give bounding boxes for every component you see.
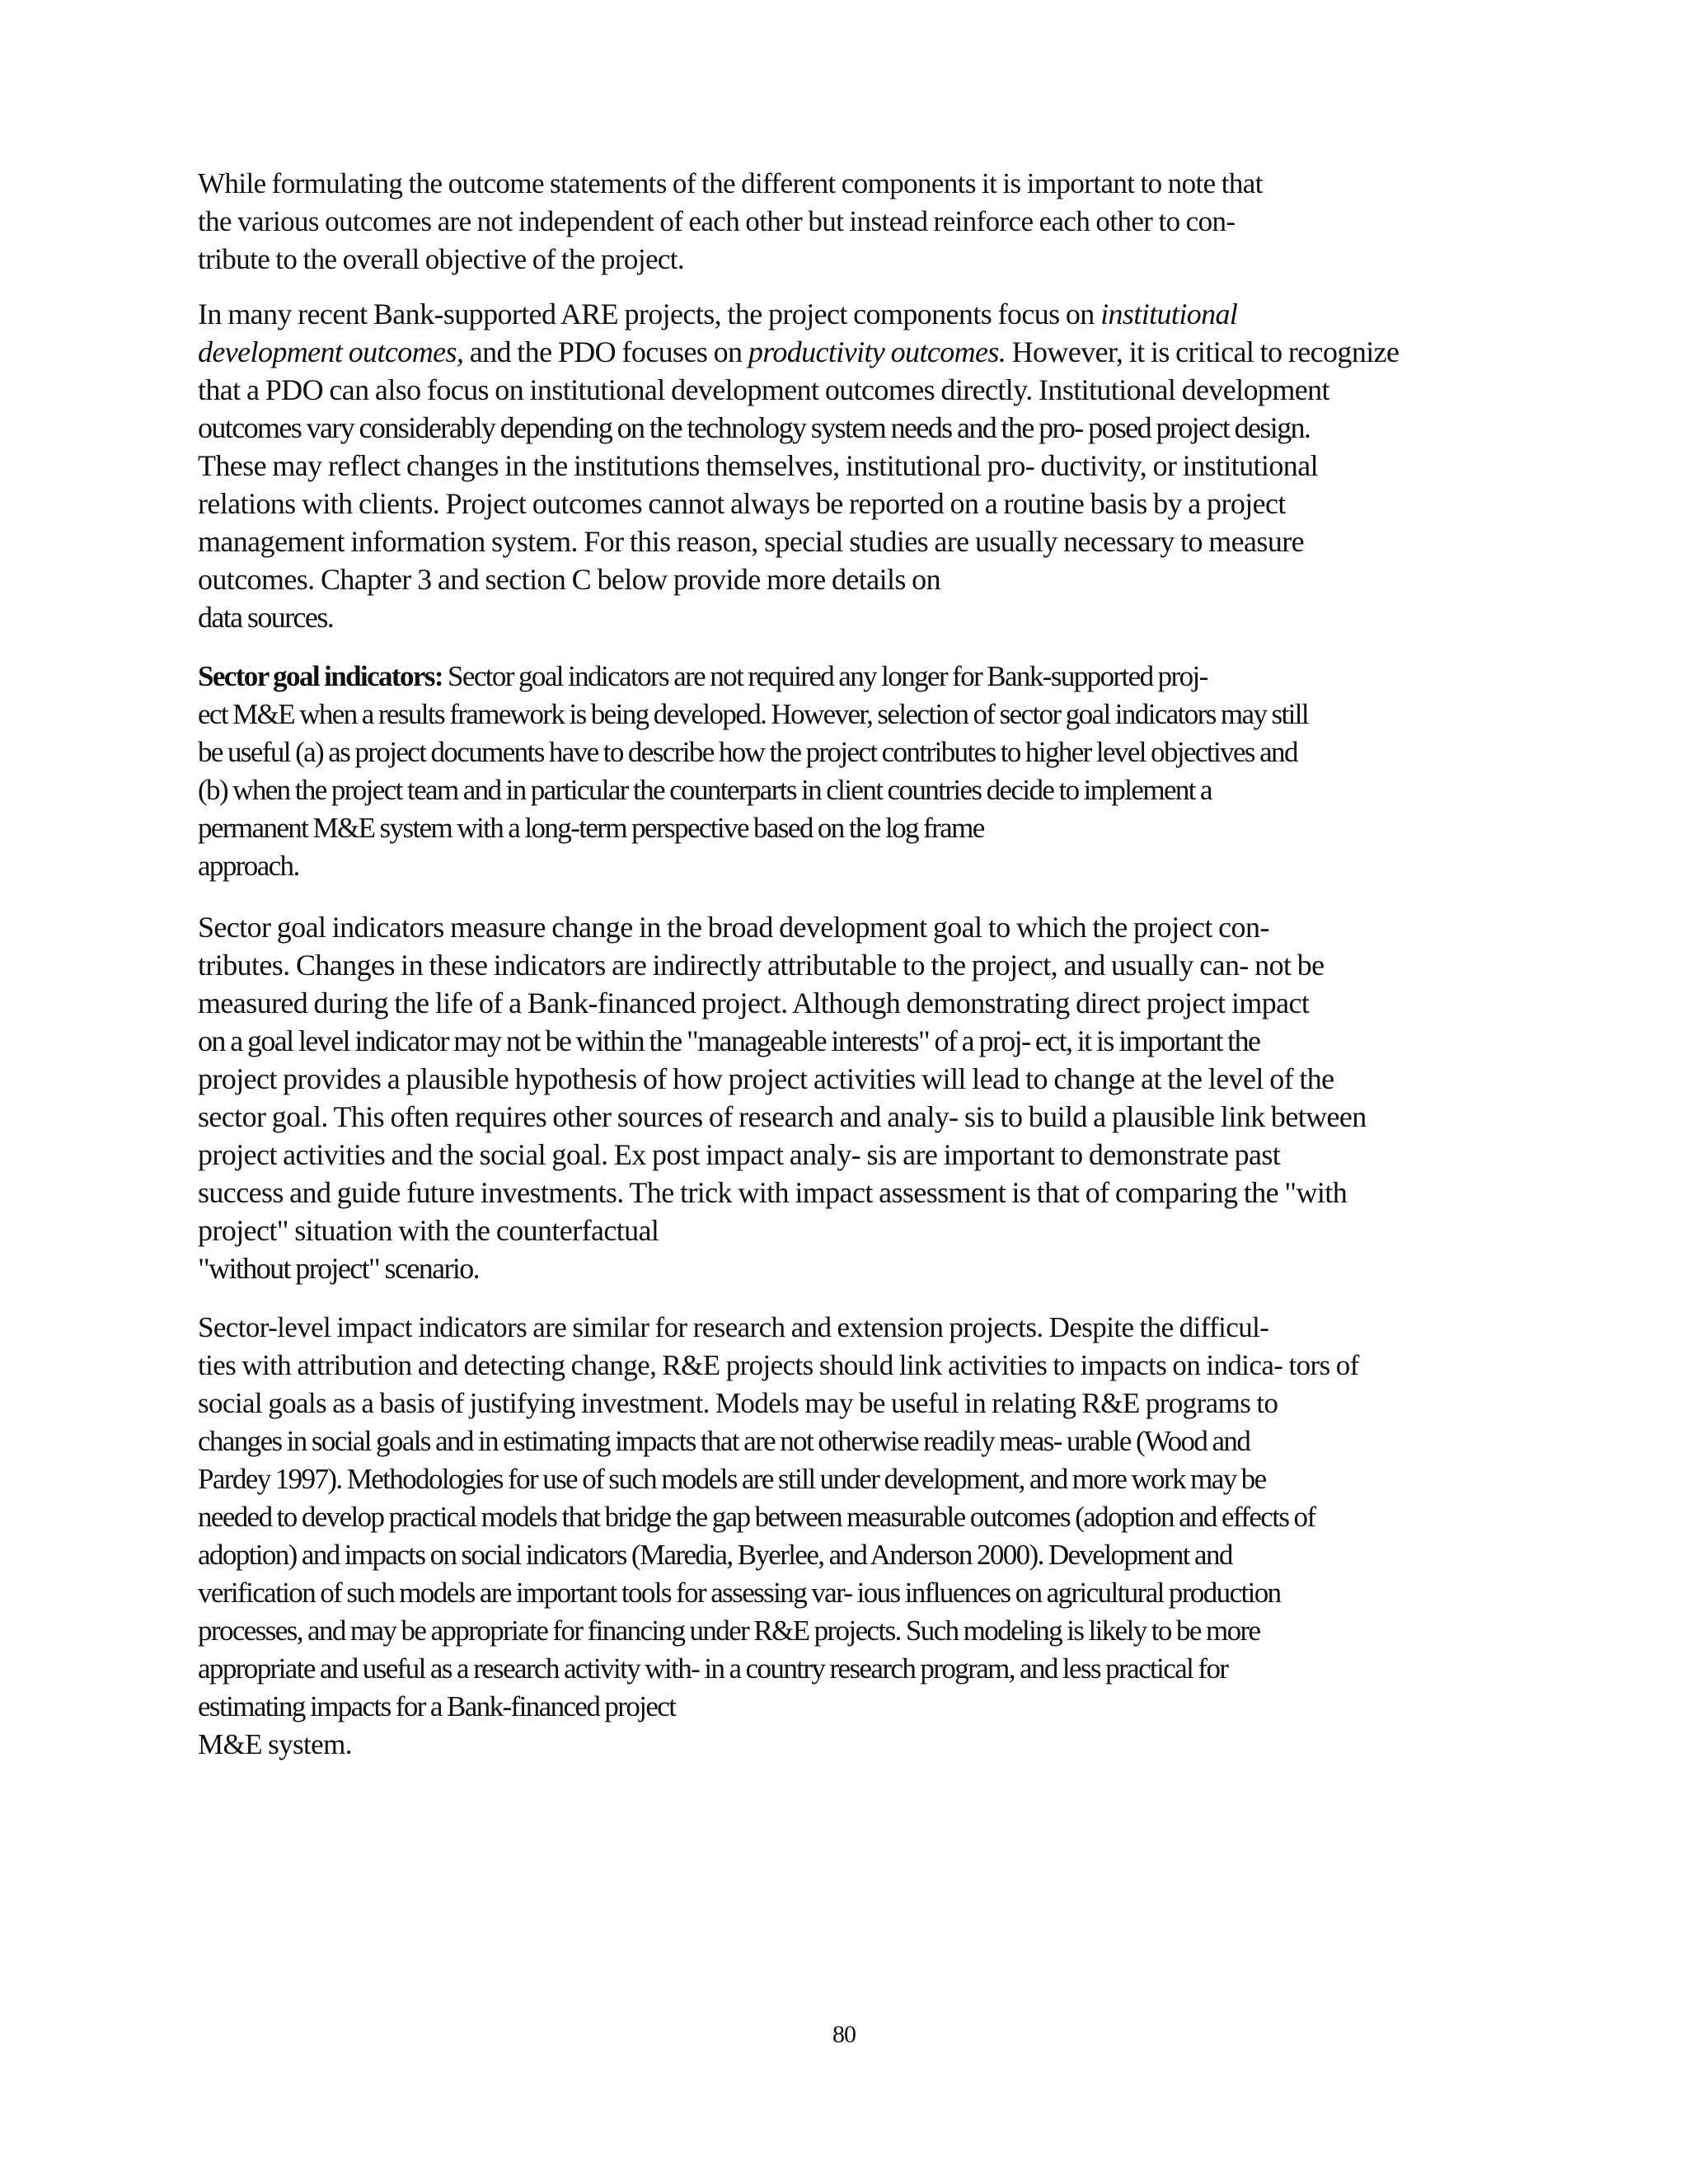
text-line: be useful (a) as project documents have to describe how the project contributes to higher level objectives and xyxy=(198,736,1297,768)
text-line: project" situation with the counterfactual xyxy=(198,1214,659,1247)
text-line: management information system. For this reason, special studies are usually necessary to measure xyxy=(198,525,1305,558)
text-line: the various outcomes are not independent of each other but instead reinforce each other to con- xyxy=(198,205,1236,237)
paragraph-outcome-statements xyxy=(198,165,1500,279)
text-line: estimating impacts for a Bank-financed project xyxy=(198,1690,676,1722)
italic-term: productivity outcomes. xyxy=(748,335,1006,368)
text-line: relations with clients. Project outcomes cannot always be reported on a routine basis by a project xyxy=(198,487,1286,520)
text-line: project provides a plausible hypothesis of how project activities will lead to change at the level of the xyxy=(198,1062,1334,1095)
text-line: ties with attribution and detecting change, R&E projects should link activities to impacts on indica- tors of xyxy=(198,1349,1359,1381)
text-line: outcomes vary considerably depending on the technology system needs and the pro- posed project design. xyxy=(198,411,1311,444)
italic-term: institutional xyxy=(1100,298,1238,330)
text-line: approach. xyxy=(198,850,299,882)
text-line: Sector-level impact indicators are similar for research and extension projects. Despite the difficul- xyxy=(198,1311,1269,1343)
text-run: In many recent Bank-supported ARE projects, the project components focus on xyxy=(198,298,1101,330)
text-line: verification of such models are important tools for assessing var- ious influences on agricultural production xyxy=(198,1577,1281,1609)
text-line: tribute to the overall objective of the project. xyxy=(198,243,685,275)
text-line: While formulating the outcome statements of the different components it is important to note that xyxy=(198,167,1263,199)
text-line: Pardey 1997). Methodologies for use of such models are still under development, and more work may be xyxy=(198,1463,1266,1495)
bold-heading: Sector goal indicators: xyxy=(198,660,443,692)
paragraph-sector-goal-change xyxy=(198,908,1500,1287)
text-line: changes in social goals and in estimating impacts that are not otherwise readily meas- urable (Wood and xyxy=(198,1425,1250,1457)
text-line xyxy=(198,333,1500,371)
text-run: Sector goal indicators are not required any longer for Bank-supported proj- xyxy=(442,660,1207,692)
text-line: success and guide future investments. The trick with impact assessment is that of comparing the "with xyxy=(198,1176,1348,1209)
text-line: social goals as a basis of justifying investment. Models may be useful in relating R&E programs to xyxy=(198,1387,1278,1419)
text-line: These may reflect changes in the institutions themselves, institutional pro- ductivity, or institutional xyxy=(198,449,1318,482)
text-line: adoption) and impacts on social indicators (Maredia, Byerlee, and Anderson 2000). Development and xyxy=(198,1539,1232,1571)
text-line: "without project" scenario. xyxy=(198,1252,480,1285)
text-line: (b) when the project team and in particular the counterparts in client countries decide to implement a xyxy=(198,774,1212,806)
text-line: sector goal. This often requires other sources of research and analy- sis to build a plausible link between xyxy=(198,1100,1367,1133)
text-line: ect M&E when a results framework is being developed. However, selection of sector goal indicators may still xyxy=(198,698,1309,730)
text-line: processes, and may be appropriate for financing under R&E projects. Such modeling is likely to be more xyxy=(198,1615,1260,1647)
text-line: M&E system. xyxy=(198,1728,352,1760)
text-line: on a goal level indicator may not be within the "manageable interests" of a proj- ect, it is important the xyxy=(198,1024,1260,1057)
paragraph-institutional-outcomes xyxy=(198,295,1500,636)
text-line: project activities and the social goal. Ex post impact analy- sis are important to demonstrate past xyxy=(198,1138,1281,1171)
paragraph-sector-level-impact xyxy=(198,1309,1500,1764)
text-run: However, it is critical to recognize xyxy=(1006,335,1400,368)
text-line: appropriate and useful as a research activity with- in a country research program, and less practical for xyxy=(198,1652,1228,1685)
text-line xyxy=(198,295,1500,333)
paragraph-sector-goal-indicators xyxy=(198,658,1500,885)
page-number: 80 xyxy=(832,2021,856,2048)
text-line: needed to develop practical models that bridge the gap between measurable outcomes (adoption and effects of xyxy=(198,1501,1315,1533)
text-line xyxy=(198,658,1500,696)
text-run: and the PDO focuses on xyxy=(463,335,748,368)
text-line: permanent M&E system with a long-term perspective based on the log frame xyxy=(198,812,984,844)
italic-term: development outcomes, xyxy=(198,335,464,368)
text-line: that a PDO can also focus on institutional development outcomes directly. Institutional development xyxy=(198,373,1329,406)
text-line: data sources. xyxy=(198,601,334,634)
text-line: measured during the life of a Bank-financed project. Although demonstrating direct project impact xyxy=(198,987,1310,1019)
text-line: Sector goal indicators measure change in the broad development goal to which the project con- xyxy=(198,911,1269,944)
text-line: tributes. Changes in these indicators are indirectly attributable to the project, and usually can- not be xyxy=(198,949,1325,982)
text-line: outcomes. Chapter 3 and section C below provide more details on xyxy=(198,563,940,596)
